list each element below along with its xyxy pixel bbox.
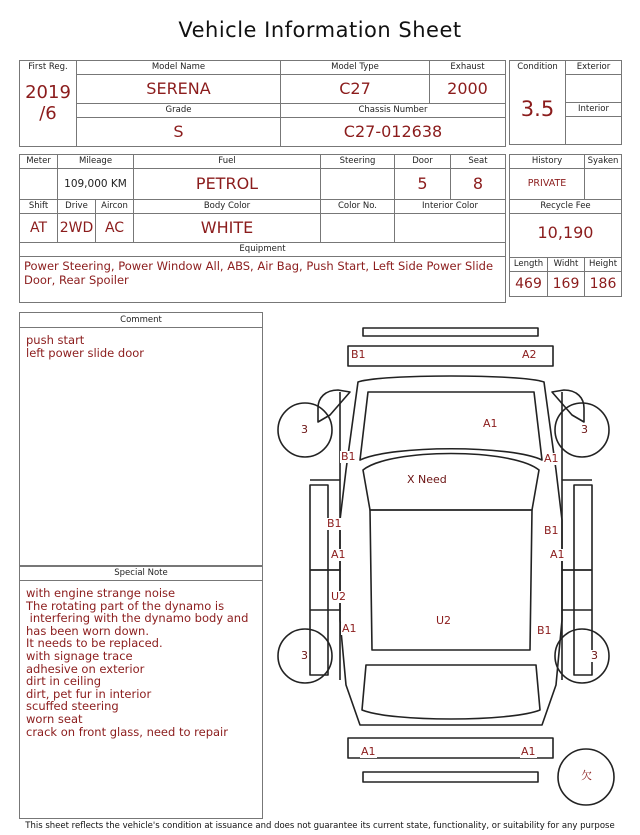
tire-mark-front-right: 3 [581, 423, 588, 436]
damage-mark-rear-bumper-right: A1 [521, 745, 536, 758]
color-no-label: Color No. [337, 201, 377, 211]
body-color-label: Body Color [203, 201, 251, 211]
width-value: 169 [552, 276, 580, 292]
mileage-label: Mileage [78, 156, 113, 166]
special-note-line: It needs to be replaced. [26, 636, 163, 651]
damage-mark-rear-bumper-left: A1 [361, 745, 376, 758]
aircon-value: AC [104, 220, 125, 236]
grade-label: Grade [165, 105, 192, 115]
special-note-line: The rotating part of the dynamo is [26, 598, 225, 613]
equipment-label: Equipment [239, 244, 286, 254]
tire-mark-rear-right: 3 [591, 649, 598, 662]
fuel-value: PETROL [195, 174, 259, 193]
comment-line: left power slide door [26, 345, 144, 360]
model-type-label: Model Type [331, 62, 379, 72]
interior-color-label: Interior Color [422, 201, 478, 211]
damage-mark-rear-fender-right: B1 [537, 624, 552, 637]
seat-value: 8 [472, 174, 484, 193]
first-reg-cell [20, 61, 77, 147]
history-value: PRIVATE [527, 178, 567, 189]
mileage-value: 109,000 KM [64, 178, 127, 190]
condition-label: Condition [517, 62, 558, 72]
length-label: Length [513, 259, 544, 269]
height-value: 186 [589, 276, 617, 292]
special-note-line: has been worn down. [26, 623, 149, 638]
recycle-fee-value: 10,190 [537, 223, 594, 242]
damage-mark-step-left: A1 [331, 548, 346, 561]
first-reg-label: First Reg. [28, 62, 68, 72]
damage-mark-windshield: X Need [407, 473, 447, 486]
damage-mark-rear-door-left: U2 [331, 590, 347, 603]
fuel-label: Fuel [218, 156, 236, 166]
meter-label: Meter [26, 156, 51, 166]
special-note-line: with signage trace [26, 648, 133, 663]
comment-list [20, 328, 262, 361]
recycle-fee-label: Recycle Fee [540, 201, 591, 211]
special-note-line: scuffed steering [26, 699, 119, 714]
damage-mark-front-bumper-right: A2 [522, 348, 537, 361]
door-value: 5 [417, 174, 428, 193]
damage-mark-front-fender-left: B1 [341, 450, 356, 463]
body-color-value: WHITE [200, 218, 254, 237]
chassis-number-value: C27-012638 [343, 122, 443, 141]
width-label: Widht [553, 259, 579, 269]
grade-value: S [173, 122, 184, 141]
special-note-box [19, 565, 263, 819]
special-note-line: with engine strange noise [26, 586, 176, 600]
special-note-line: interfering with the dynamo body and [26, 611, 249, 626]
comment-label: Comment [20, 313, 262, 328]
seat-label: Seat [468, 156, 488, 166]
special-note-label: Special Note [20, 566, 262, 581]
damage-mark-step-right: A1 [550, 548, 565, 561]
left-mirror-outline [318, 390, 350, 422]
special-note-line: worn seat [26, 711, 83, 726]
damage-mark-front-door-left: B1 [327, 517, 342, 530]
length-value: 469 [515, 276, 542, 292]
equipment-value: Power Steering, Power Window All, ABS, Air Bag, Push Start, Left Side Power Slide Door, Rear Spoiler [24, 259, 494, 287]
damage-mark-front-fender-right: A1 [544, 452, 559, 465]
sheet-title: Vehicle Information Sheet [178, 18, 462, 42]
comment-line: push start [26, 333, 85, 347]
drive-value: 2WD [59, 220, 94, 236]
special-note-list [20, 581, 262, 740]
first-reg-year: 2019 [25, 82, 71, 103]
damage-mark-roof: U2 [436, 614, 452, 627]
specs-table [19, 154, 506, 303]
spare-tire-mark: 欠 [581, 769, 592, 782]
special-note-line: dirt in ceiling [26, 674, 102, 689]
model-name-label: Model Name [151, 62, 206, 72]
tire-mark-rear-left: 3 [301, 649, 308, 662]
height-label: Height [588, 259, 618, 269]
tire-mark-front-left: 3 [301, 423, 308, 436]
damage-mark-front-door-right: B1 [544, 524, 559, 537]
model-name-value: SERENA [146, 79, 211, 98]
drive-label: Drive [65, 201, 88, 211]
history-label: History [531, 156, 563, 166]
special-note-line: crack on front glass, need to repair [26, 724, 228, 739]
chassis-number-label: Chassis Number [358, 105, 428, 115]
disclaimer-footer: This sheet reflects the vehicle's condition at issuance and does not guarantee its current state, functionality, or suitability for any purpose [25, 821, 615, 831]
history-table [509, 154, 622, 297]
damage-mark-front-bumper-left: B1 [351, 348, 366, 361]
steering-label: Steering [339, 156, 376, 166]
condition-value: 3.5 [520, 97, 555, 121]
model-type-value: C27 [339, 79, 371, 98]
damage-mark-hood: A1 [483, 417, 498, 430]
exterior-label: Exterior [576, 62, 611, 72]
vehicle-info-table [19, 60, 506, 147]
syaken-label: Syaken [587, 156, 619, 166]
interior-label: Interior [577, 104, 609, 114]
first-reg-month: /6 [39, 103, 57, 124]
damage-mark-rear-fender-left: A1 [342, 622, 357, 635]
comment-box [19, 312, 263, 567]
door-label: Door [412, 156, 433, 166]
special-note-line: dirt, pet fur in interior [26, 686, 152, 701]
condition-table [509, 60, 622, 145]
shift-value: AT [29, 220, 48, 236]
aircon-label: Aircon [101, 201, 128, 211]
exhaust-value: 2000 [447, 79, 488, 98]
special-note-line: adhesive on exterior [26, 661, 145, 676]
car-damage-diagram [270, 320, 632, 820]
shift-label: Shift [28, 201, 49, 211]
exhaust-label: Exhaust [450, 62, 485, 72]
